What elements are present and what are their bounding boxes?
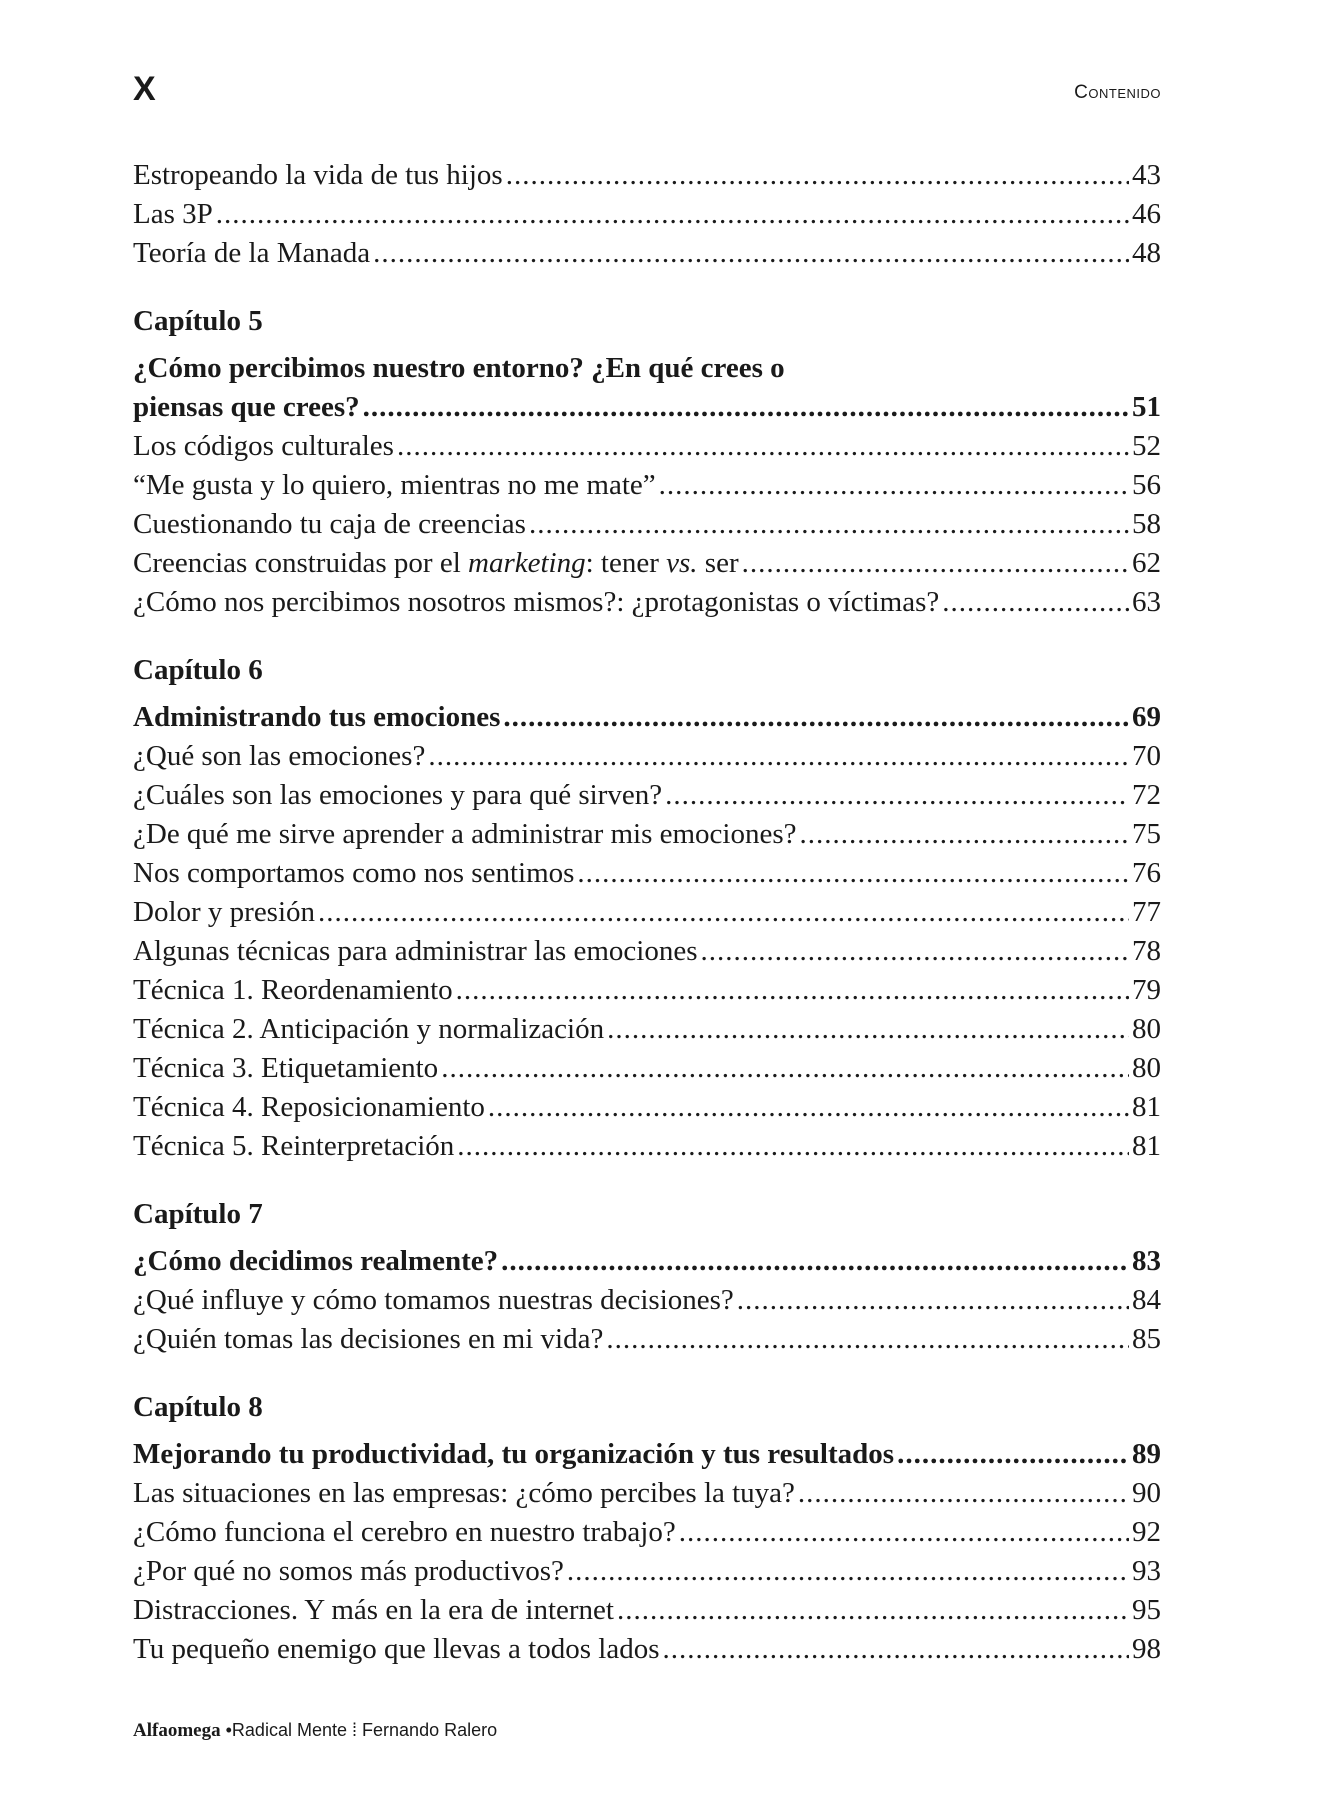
chapter-title-text: Administrando tus emociones	[133, 701, 501, 733]
dot-leader	[742, 544, 1129, 583]
toc-entry[interactable]	[133, 737, 1161, 776]
toc-entry[interactable]	[133, 932, 1161, 971]
dot-leader	[456, 971, 1129, 1010]
dot-leader	[529, 505, 1129, 544]
dot-leader	[503, 698, 1129, 737]
toc-entry[interactable]	[133, 466, 1161, 505]
toc-entry-title: Las situaciones en las empresas: ¿cómo percibes la tuya?	[133, 1477, 795, 1509]
toc-entry-title: ¿Cómo funciona el cerebro en nuestro trabajo?	[133, 1516, 676, 1548]
toc-entry-title: Distracciones. Y más en la era de internet	[133, 1594, 614, 1626]
dot-leader	[897, 1435, 1129, 1474]
chapter-title-text: ¿Cómo decidimos realmente?	[133, 1245, 499, 1277]
toc-entry[interactable]	[133, 427, 1161, 466]
running-head: Contenido	[1074, 82, 1161, 103]
chapter-page: 69	[1132, 701, 1161, 733]
dot-leader	[506, 156, 1129, 195]
chapter-title-text: piensas que crees?	[133, 391, 360, 423]
toc-entry[interactable]	[133, 1591, 1161, 1630]
toc-entry[interactable]	[133, 815, 1161, 854]
chapter-page: 83	[1132, 1245, 1161, 1277]
dot-leader	[798, 1474, 1129, 1513]
dot-leader	[428, 737, 1129, 776]
chapter-label: Capítulo 7	[133, 1198, 263, 1230]
chapter-label: Capítulo 5	[133, 305, 263, 337]
toc-entry-title: “Me gusta y lo quiero, mientras no me mate”	[133, 469, 656, 501]
toc-entry-title: Las 3P	[133, 198, 213, 230]
toc-entry[interactable]	[133, 1281, 1161, 1320]
toc-entry-title: Técnica 1. Reordenamiento	[133, 974, 453, 1006]
dot-leader	[501, 1242, 1129, 1281]
dot-leader	[488, 1088, 1129, 1127]
dot-leader	[363, 388, 1129, 427]
toc-entry-page: 80	[1132, 1052, 1161, 1084]
bullet-separator: •	[225, 1720, 232, 1740]
toc-entry[interactable]	[133, 1513, 1161, 1552]
dot-leader	[942, 583, 1129, 622]
toc-entry[interactable]	[133, 1049, 1161, 1088]
toc-entry-title: ¿Por qué no somos más productivos?	[133, 1555, 564, 1587]
chapter-title-entry[interactable]	[133, 1242, 1161, 1281]
title-text: ser	[697, 547, 739, 579]
dot-leader	[665, 776, 1129, 815]
chapter-title-entry[interactable]	[133, 1435, 1161, 1474]
toc-entry[interactable]	[133, 1088, 1161, 1127]
table-of-contents	[133, 156, 1161, 1669]
toc-entry-page: 56	[1132, 469, 1161, 501]
title-italic: marketing	[468, 547, 586, 579]
toc-entry-page: 80	[1132, 1013, 1161, 1045]
toc-entry[interactable]	[133, 1630, 1161, 1669]
toc-entry-title: Los códigos culturales	[133, 430, 394, 462]
toc-entry-page: 43	[1132, 159, 1161, 191]
toc-entry-page: 81	[1132, 1091, 1161, 1123]
toc-entry-page: 70	[1132, 740, 1161, 772]
toc-entry-page: 46	[1132, 198, 1161, 230]
toc-entry-title: ¿Quién tomas las decisiones en mi vida?	[133, 1323, 604, 1355]
toc-entry[interactable]	[133, 1010, 1161, 1049]
chapter-label: Capítulo 8	[133, 1391, 263, 1423]
chapter-title[interactable]: ¿Cómo percibimos nuestro entorno? ¿En qué crees o	[133, 352, 785, 384]
toc-entry-title: Técnica 3. Etiquetamiento	[133, 1052, 439, 1084]
toc-entry-page: 77	[1132, 896, 1161, 928]
page-footer	[133, 1720, 497, 1742]
vertical-separator: ⁞	[352, 1720, 358, 1740]
dot-leader	[577, 854, 1129, 893]
dot-leader	[607, 1010, 1129, 1049]
toc-entry-page: 79	[1132, 974, 1161, 1006]
toc-entry-title	[133, 544, 739, 583]
toc-entry-title: ¿Cuáles son las emociones y para qué sirven?	[133, 779, 663, 811]
toc-entry-title: Dolor y presión	[133, 896, 316, 928]
toc-entry-page: 52	[1132, 430, 1161, 462]
toc-entry[interactable]	[133, 505, 1161, 544]
toc-entry-page: 58	[1132, 508, 1161, 540]
dot-leader	[216, 195, 1129, 234]
toc-entry-page: 93	[1132, 1555, 1161, 1587]
toc-entry-page: 75	[1132, 818, 1161, 850]
dot-leader	[617, 1591, 1129, 1630]
toc-entry[interactable]	[133, 1552, 1161, 1591]
toc-entry-title: Técnica 2. Anticipación y normalización	[133, 1013, 605, 1045]
toc-entry-page: 76	[1132, 857, 1161, 889]
toc-entry-page: 85	[1132, 1323, 1161, 1355]
dot-leader	[397, 427, 1129, 466]
chapter-title-text: Mejorando tu productividad, tu organización y tus resultados	[133, 1438, 895, 1470]
title-text: : tener	[585, 547, 667, 579]
toc-entry-title: Teoría de la Manada	[133, 237, 371, 269]
toc-entry-page: 92	[1132, 1516, 1161, 1548]
dot-leader	[679, 1513, 1129, 1552]
chapter-page: 51	[1132, 391, 1161, 423]
toc-entry-page: 48	[1132, 237, 1161, 269]
toc-entry-title: Cuestionando tu caja de creencias	[133, 508, 526, 540]
chapter-label: Capítulo 6	[133, 654, 263, 686]
toc-entry-title: Técnica 5. Reinterpretación	[133, 1130, 455, 1162]
toc-entry-page: 95	[1132, 1594, 1161, 1626]
toc-entry-title: Nos comportamos como nos sentimos	[133, 857, 575, 889]
dot-leader	[663, 1630, 1130, 1669]
toc-entry-page: 84	[1132, 1284, 1161, 1316]
page-number: X	[133, 70, 156, 108]
toc-entry-title: ¿Qué influye y cómo tomamos nuestras decisiones?	[133, 1284, 734, 1316]
toc-entry-page: 98	[1132, 1633, 1161, 1665]
toc-entry[interactable]	[133, 971, 1161, 1010]
toc-entry-title: ¿De qué me sirve aprender a administrar mis emociones?	[133, 818, 797, 850]
toc-entry-title: Técnica 4. Reposicionamiento	[133, 1091, 485, 1123]
dot-leader	[318, 893, 1129, 932]
toc-entry-page: 81	[1132, 1130, 1161, 1162]
toc-entry-title: Algunas técnicas para administrar las emociones	[133, 935, 698, 967]
toc-entry[interactable]	[133, 1320, 1161, 1359]
toc-entry-title: Tu pequeño enemigo que llevas a todos lados	[133, 1633, 660, 1665]
title-italic: vs.	[666, 547, 698, 579]
chapter-title-entry[interactable]	[133, 698, 1161, 737]
dot-leader	[800, 815, 1129, 854]
toc-entry[interactable]	[133, 854, 1161, 893]
dot-leader	[567, 1552, 1129, 1591]
dot-leader	[659, 466, 1129, 505]
dot-leader	[737, 1281, 1129, 1320]
toc-entry[interactable]	[133, 1127, 1161, 1166]
toc-entry-page: 90	[1132, 1477, 1161, 1509]
dot-leader	[373, 234, 1129, 273]
toc-entry[interactable]	[133, 234, 1161, 273]
toc-entry[interactable]	[133, 583, 1161, 622]
toc-entry[interactable]	[133, 544, 1161, 583]
toc-entry-page: 78	[1132, 935, 1161, 967]
toc-entry[interactable]	[133, 893, 1161, 932]
book-title: Radical Mente	[231, 1720, 347, 1740]
chapter-title-entry[interactable]	[133, 388, 1161, 427]
toc-entry-page: 63	[1132, 586, 1161, 618]
dot-leader	[606, 1320, 1129, 1359]
toc-entry-page: 72	[1132, 779, 1161, 811]
toc-entry[interactable]	[133, 195, 1161, 234]
title-text: Creencias construidas por el	[133, 547, 469, 579]
dot-leader	[701, 932, 1130, 971]
toc-entry[interactable]	[133, 156, 1161, 195]
toc-entry-page: 62	[1132, 547, 1161, 579]
toc-entry[interactable]	[133, 776, 1161, 815]
toc-entry[interactable]	[133, 1474, 1161, 1513]
author-name: Fernando Ralero	[362, 1720, 498, 1740]
dot-leader	[441, 1049, 1129, 1088]
dot-leader	[457, 1127, 1129, 1166]
toc-entry-title: ¿Qué son las emociones?	[133, 740, 426, 772]
toc-entry-title: ¿Cómo nos percibimos nosotros mismos?: ¿protagonistas o víctimas?	[133, 586, 940, 618]
toc-entry-title: Estropeando la vida de tus hijos	[133, 159, 503, 191]
publisher-name: Alfaomega	[133, 1720, 221, 1741]
chapter-page: 89	[1132, 1438, 1161, 1470]
